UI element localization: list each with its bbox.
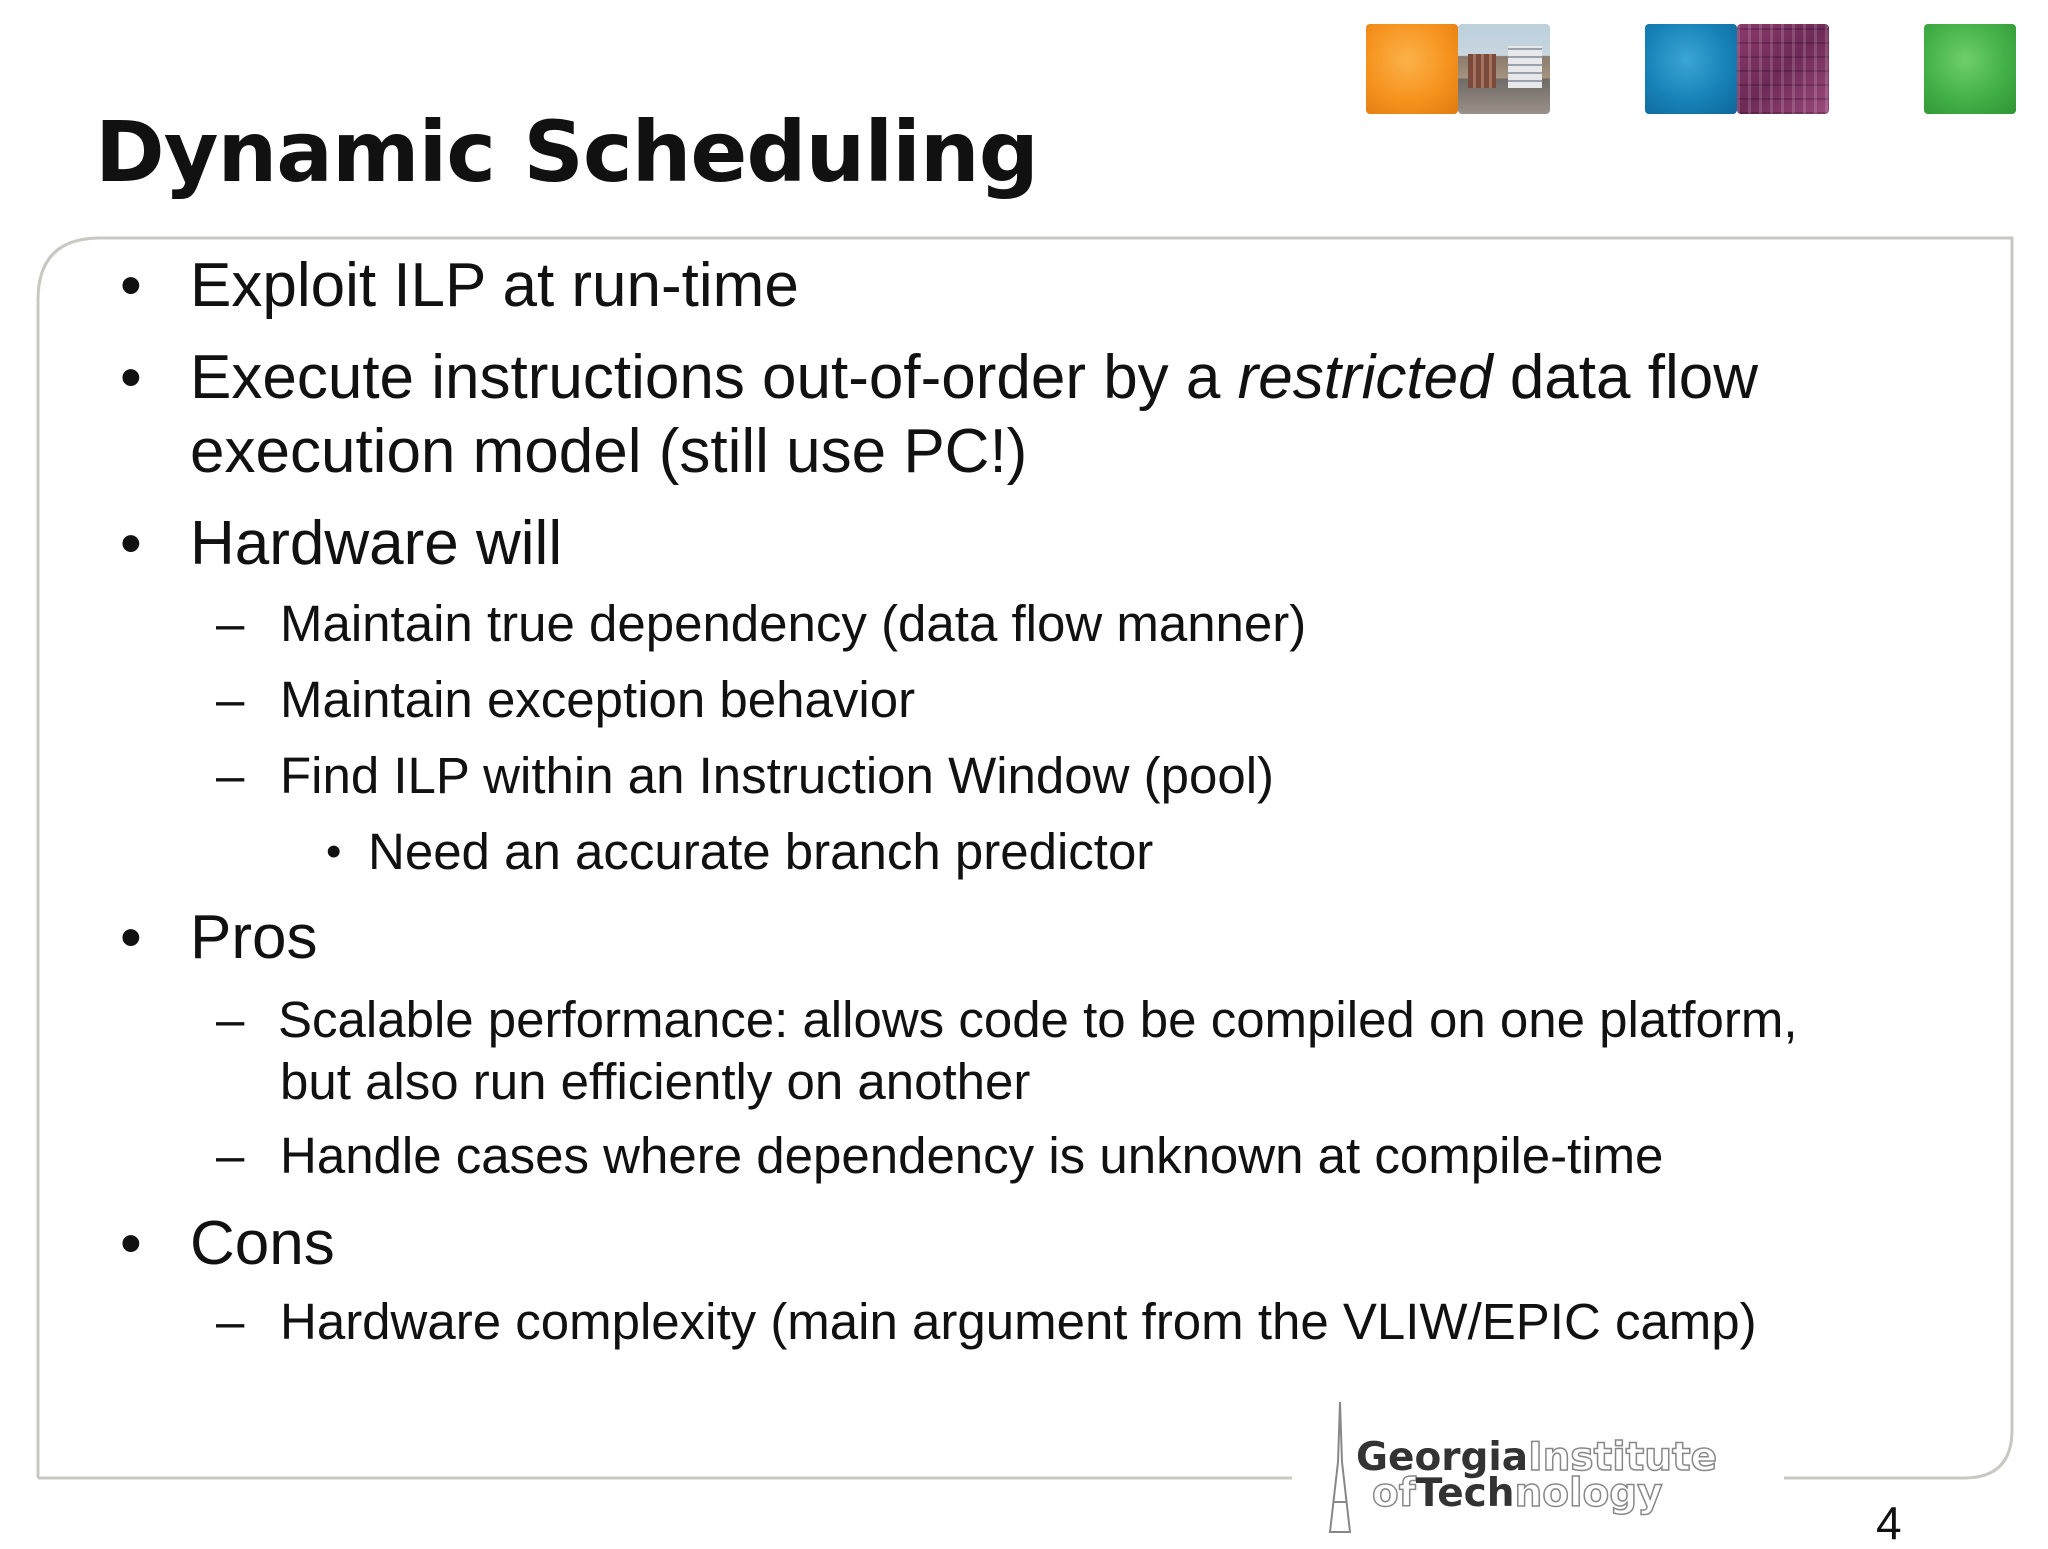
sub-bullet-unknown-dependency: Handle cases where dependency is unknown at compile-time	[280, 1127, 1664, 1184]
bullet-marker: •	[120, 903, 142, 972]
sub-bullet-marker: –	[216, 595, 245, 652]
logo-georgia: Georgia	[1356, 1435, 1529, 1480]
logo-of: of	[1372, 1471, 1416, 1516]
bullet-execute-line2: execution model (still use PC!)	[190, 417, 1028, 486]
sub-bullet-marker: –	[216, 671, 245, 728]
page-number: 4	[1876, 1497, 1902, 1549]
sub-bullet-hardware-complexity: Hardware complexity (main argument from the VLIW/EPIC camp)	[280, 1293, 1757, 1350]
bullet-marker: •	[120, 343, 142, 412]
bullet-cons: Cons	[190, 1209, 335, 1278]
sub-bullet-instruction-window: Find ILP within an Instruction Window (pool)	[280, 747, 1275, 804]
bullet-execute-out-of-order	[190, 340, 1758, 416]
bullet-emphasis: restricted	[1237, 343, 1493, 412]
sub-bullet-marker: –	[216, 991, 245, 1048]
logo-institute: Institute	[1528, 1435, 1718, 1480]
bullet-hardware-will: Hardware will	[190, 509, 563, 578]
slide-title: Dynamic Scheduling	[95, 103, 1038, 201]
sub-bullet-exception-behavior: Maintain exception behavior	[280, 671, 916, 728]
bullet-text: data flow	[1492, 343, 1758, 412]
bullet-text: Execute instructions out-of-order by a	[190, 343, 1238, 412]
tower-icon	[1320, 1402, 1360, 1536]
bullet-pros: Pros	[190, 903, 318, 972]
sub-bullet-true-dependency: Maintain true dependency (data flow manner)	[280, 595, 1307, 652]
sub-bullet-marker: –	[216, 1127, 245, 1184]
sub-sub-bullet-branch-predictor: Need an accurate branch predictor	[368, 823, 1154, 880]
sub-sub-bullet-marker: •	[326, 827, 342, 876]
sub-bullet-marker: –	[216, 1293, 245, 1350]
logo-nology: nology	[1514, 1471, 1663, 1516]
bullet-marker: •	[120, 1209, 142, 1278]
bullet-marker: •	[120, 251, 142, 320]
sub-bullet-scalable-line2: but also run efficiently on another	[280, 1053, 1031, 1110]
georgia-tech-logo	[1292, 1402, 1784, 1536]
bullet-exploit-ilp: Exploit ILP at run-time	[190, 251, 799, 320]
sub-bullet-marker: –	[216, 747, 245, 804]
logo-tech: Tech	[1415, 1471, 1515, 1516]
logo-line-2	[1372, 1471, 1663, 1516]
bullet-marker: •	[120, 509, 142, 578]
sub-bullet-scalable-performance: Scalable performance: allows code to be compiled on one platform,	[278, 991, 1798, 1048]
